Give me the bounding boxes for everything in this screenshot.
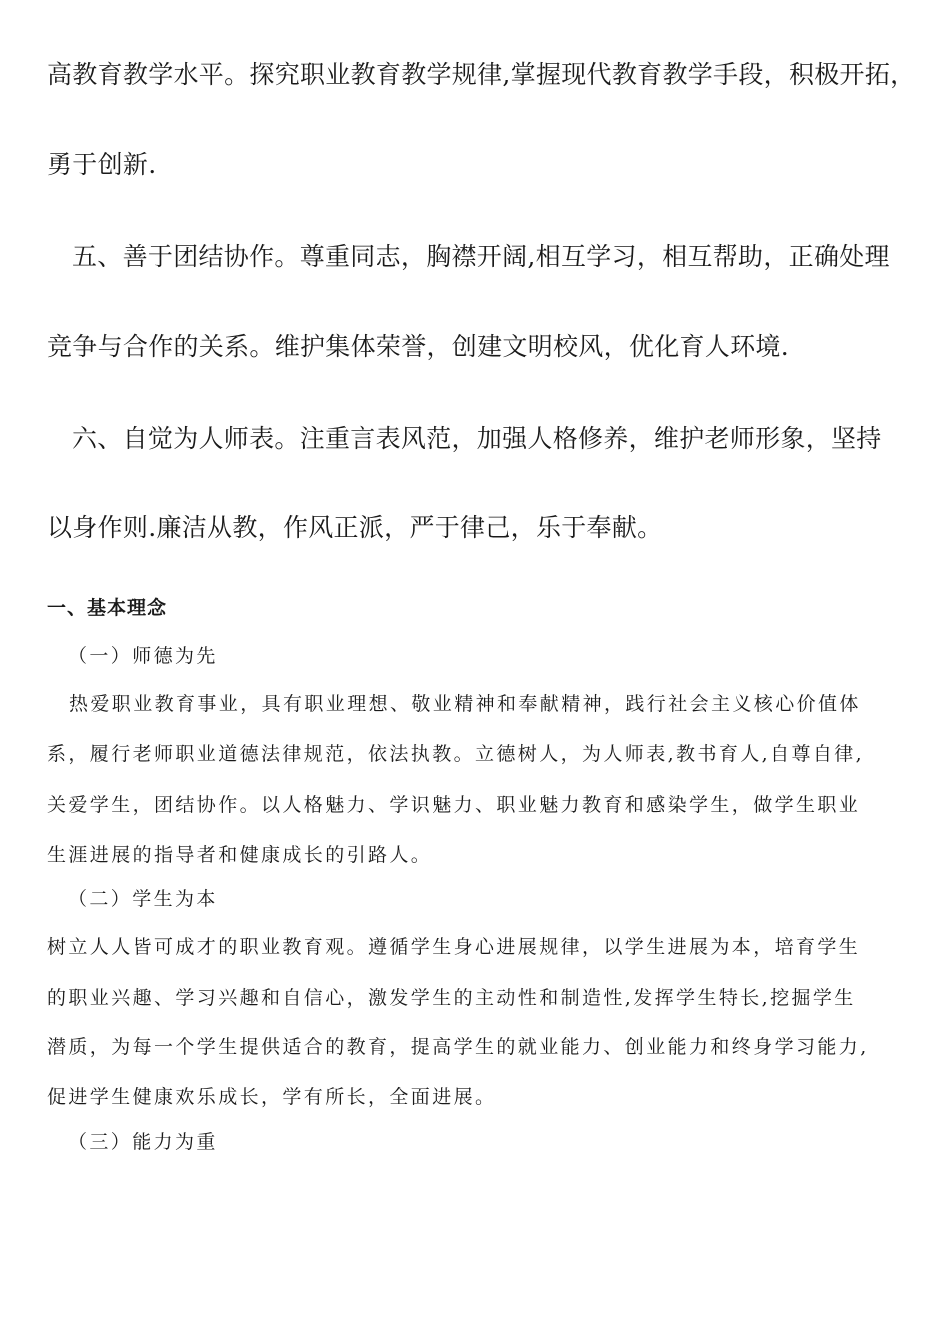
paragraph-line: 高教育教学水平。探究职业教育教学规律,掌握现代教育教学手段，积极开拓， bbox=[47, 60, 916, 89]
subsection-title: （三）能力为重 bbox=[68, 1131, 218, 1153]
paragraph-line: 以身作则.廉洁从教，作风正派，严于律己，乐于奉献。 bbox=[47, 513, 663, 542]
body-line: 的职业兴趣、学习兴趣和自信心，激发学生的主动性和制造性,发挥学生特长,挖掘学生 bbox=[47, 987, 856, 1009]
subsection-title: （一）师德为先 bbox=[68, 645, 218, 667]
body-line: 系，履行老师职业道德法律规范，依法执教。立德树人，为人师表,教书育人,自尊自律, bbox=[47, 743, 865, 765]
body-line: 促进学生健康欢乐成长，学有所长，全面进展。 bbox=[47, 1086, 497, 1108]
paragraph-line: 六、自觉为人师表。注重言表风范，加强人格修养，维护老师形象，坚持 bbox=[72, 424, 882, 453]
section-heading: 一、基本理念 bbox=[47, 597, 168, 619]
body-line: 关爱学生，团结协作。以人格魅力、学识魅力、职业魅力教育和感染学生，做学生职业 bbox=[47, 794, 861, 816]
paragraph-line: 竞争与合作的关系。维护集体荣誉，创建文明校风，优化育人环境. bbox=[47, 332, 789, 361]
body-line: 树立人人皆可成才的职业教育观。遵循学生身心进展规律，以学生进展为本，培育学生 bbox=[47, 936, 861, 958]
body-line: 生涯进展的指导者和健康成长的引路人。 bbox=[47, 844, 433, 866]
subsection-title: （二）学生为本 bbox=[68, 888, 218, 910]
body-line: 热爱职业教育事业，具有职业理想、敬业精神和奉献精神，践行社会主义核心价值体 bbox=[69, 693, 861, 715]
paragraph-line: 五、善于团结协作。尊重同志，胸襟开阔,相互学习，相互帮助，正确处理 bbox=[72, 242, 890, 271]
body-line: 潜质，为每一个学生提供适合的教育，提高学生的就业能力、创业能力和终身学习能力, bbox=[47, 1036, 869, 1058]
paragraph-line: 勇于创新. bbox=[47, 150, 157, 179]
